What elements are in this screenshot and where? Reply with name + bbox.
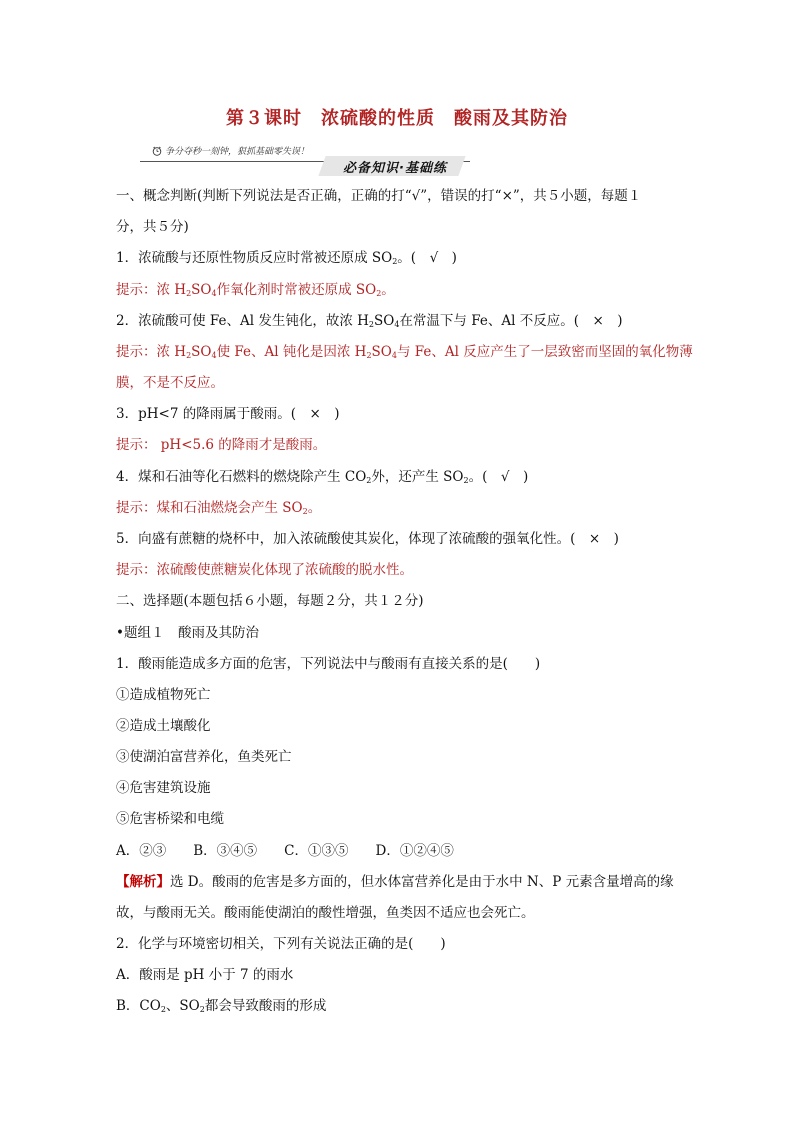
question-4: 4．煤和石油等化石燃料的燃烧除产生 $CO_2$外，还产生 $SO_2$。( √ ) [116,469,529,485]
hint-5: 提示：浓硫酸使蔗糖炭化体现了浓硫酸的脱水性。 [116,562,413,578]
hint-1: 提示：浓 $H_2SO_4$作氧化剂时常被还原成 $SO_2$。 [116,282,395,298]
hint-2: 提示：浓 $H_2SO_4$使 Fe、Al 钝化是因浓 $H_2SO_4$与 Fe、Al 反应产生了一层致密而坚固的氧化物薄 [116,344,693,360]
option-a: A．酸雨是 pH 小于 7 的雨水 [116,967,294,983]
question-5: 5．向盛有蔗糖的烧杯中，加入浓硫酸使其炭化，体现了浓硫酸的强氧化性。( × ) [116,531,619,547]
question-group-label: •题组１ 酸雨及其防治 [116,625,259,641]
mc-question-2: 2．化学与环境密切相关，下列有关说法正确的是( ) [116,936,446,952]
mc-options-1: A．②③ B．③④⑤ C．①③⑤ D．①②④⑤ [116,843,454,859]
analysis-1: 【解析】选 D。酸雨的危害是多方面的，但水体富营养化是由于水中 N、P 元素含量增高的缘 [116,874,674,890]
hint-4: 提示：煤和石油燃烧会产生 $SO_2$。 [116,500,322,516]
question-2: 2．浓硫酸可使 Fe、Al 发生钝化，故浓 $H_2SO_4$在常温下与 Fe、Al 不反应。( × ) [116,313,623,329]
section2-heading: 二、选择题(本题包括６小题，每题２分，共１２分) [116,593,424,609]
section-banner [140,142,470,178]
list-item: ⑤危害桥梁和电缆 [116,811,224,827]
mc-question-1: 1．酸雨能造成多方面的危害，下列说法中与酸雨有直接关系的是( ) [116,656,541,672]
banner-tag: 必备知识·基础练 [343,161,447,176]
section1-heading: 一、概念判断(判断下列说法是否正确，正确的打“√”，错误的打“×”，共５小题，每题１ [116,188,642,204]
banner-slogan: 争分夺秒一刻钟，狠抓基础零失误！ [152,144,309,157]
list-item: ②造成土壤酸化 [116,718,211,734]
hint-2-cont: 膜，不是不反应。 [116,375,224,391]
question-3: 3．pH<7 的降雨属于酸雨。( × ) [116,406,340,422]
list-item: ④危害建筑设施 [116,780,211,796]
hint-3: 提示： pH<5.6 的降雨才是酸雨。 [116,437,327,453]
option-b: B．$CO_2$、$SO_2$都会导致酸雨的形成 [116,998,327,1014]
list-item: ①造成植物死亡 [116,687,211,703]
list-item: ③使湖泊富营养化，鱼类死亡 [116,749,292,765]
page-title: 第３课时 浓硫酸的性质 酸雨及其防治 [226,108,568,129]
analysis-1-cont: 故，与酸雨无关。酸雨能使湖泊的酸性增强，鱼类因不适应也会死亡。 [116,905,535,921]
clock-icon [152,146,162,156]
section1-heading-cont: 分，共５分) [116,219,189,235]
question-1: 1．浓硫酸与还原性物质反应时常被还原成 $SO_2$。( √ ) [116,250,457,266]
